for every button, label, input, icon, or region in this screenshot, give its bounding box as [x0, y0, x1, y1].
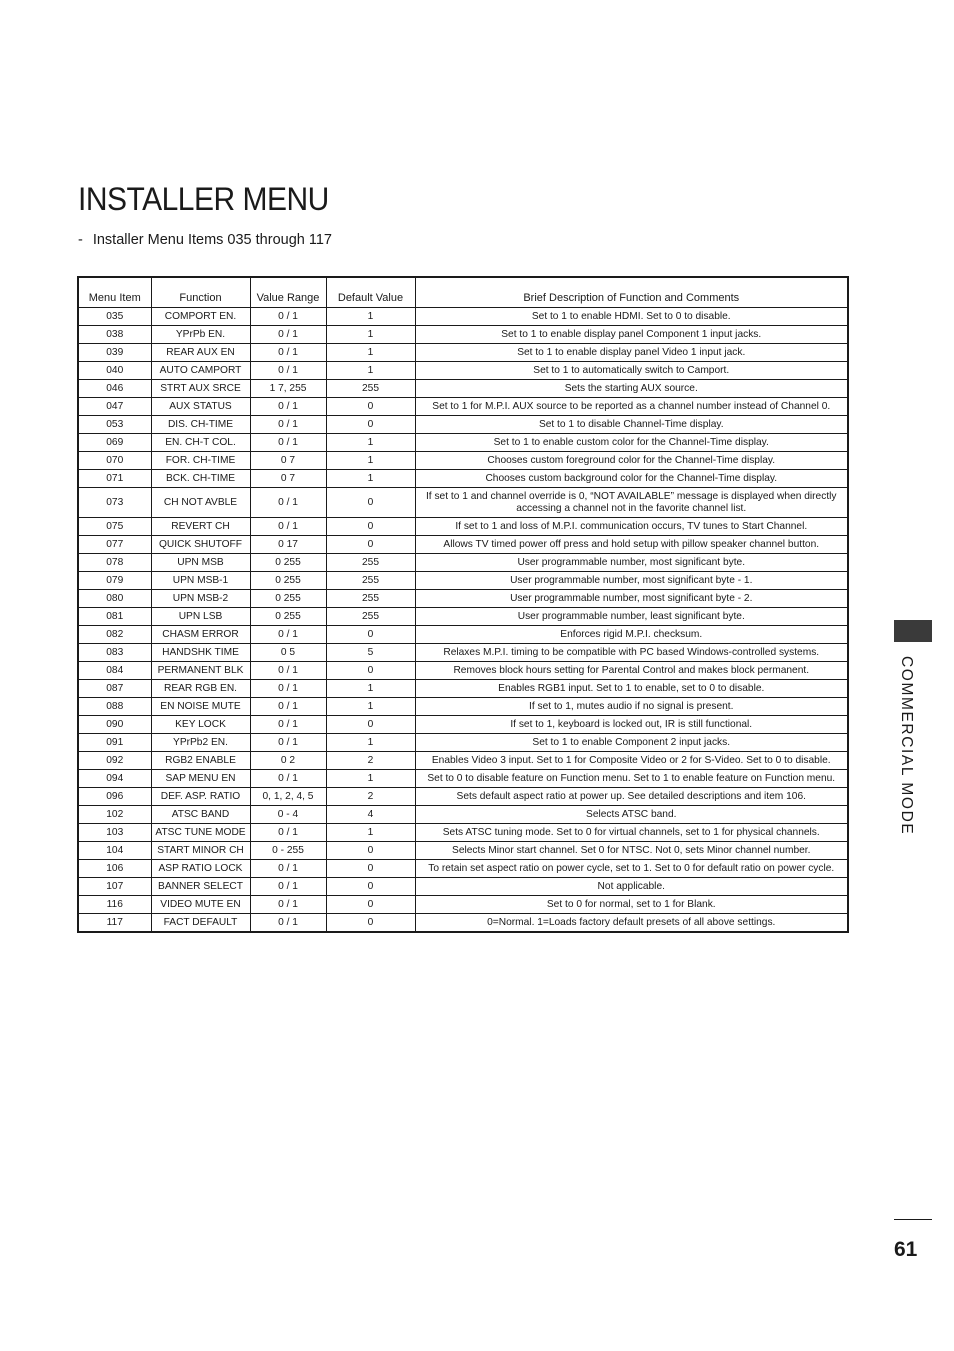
- cell-default-value: 255: [326, 608, 415, 626]
- cell-function: START MINOR CH: [151, 842, 250, 860]
- cell-function: REAR RGB EN.: [151, 680, 250, 698]
- cell-description: Sets ATSC tuning mode. Set to 0 for virtual channels, set to 1 for physical channels.: [415, 824, 848, 842]
- cell-value-range: 0 17: [250, 536, 326, 554]
- cell-default-value: 0: [326, 878, 415, 896]
- cell-menu-item: 092: [78, 752, 151, 770]
- cell-description: To retain set aspect ratio on power cycle, set to 1. Set to 0 for default ratio on power cycle.: [415, 860, 848, 878]
- cell-description: Removes block hours setting for Parental Control and makes block permanent.: [415, 662, 848, 680]
- cell-menu-item: 102: [78, 806, 151, 824]
- cell-description: Enables RGB1 input. Set to 1 to enable, set to 0 to disable.: [415, 680, 848, 698]
- cell-menu-item: 116: [78, 896, 151, 914]
- table-row: [78, 362, 848, 380]
- table-row: [78, 896, 848, 914]
- cell-menu-item: 046: [78, 380, 151, 398]
- cell-value-range: 0 / 1: [250, 626, 326, 644]
- header-function: Function: [151, 277, 250, 308]
- table-row: [78, 380, 848, 398]
- cell-description: Chooses custom background color for the Channel-Time display.: [415, 470, 848, 488]
- cell-function: CH NOT AVBLE: [151, 488, 250, 518]
- cell-value-range: 0 / 1: [250, 680, 326, 698]
- cell-default-value: 1: [326, 680, 415, 698]
- cell-menu-item: 090: [78, 716, 151, 734]
- cell-function: SAP MENU EN: [151, 770, 250, 788]
- cell-menu-item: 094: [78, 770, 151, 788]
- cell-description: Set to 1 to enable Component 2 input jacks.: [415, 734, 848, 752]
- cell-description: User programmable number, most significant byte - 1.: [415, 572, 848, 590]
- cell-description: Set to 1 to enable HDMI. Set to 0 to disable.: [415, 308, 848, 326]
- table-row: [78, 644, 848, 662]
- cell-default-value: 5: [326, 644, 415, 662]
- cell-description: If set to 1 and channel override is 0, “NOT AVAILABLE” message is displayed when directly accessing a channel not in the favorite channel list.: [415, 488, 848, 518]
- cell-default-value: 0: [326, 398, 415, 416]
- table-row: [78, 554, 848, 572]
- cell-description: User programmable number, most significant byte.: [415, 554, 848, 572]
- page-number-rule: [894, 1219, 932, 1220]
- cell-menu-item: 082: [78, 626, 151, 644]
- cell-default-value: 1: [326, 308, 415, 326]
- cell-value-range: 0 7: [250, 470, 326, 488]
- cell-menu-item: 069: [78, 434, 151, 452]
- cell-default-value: 1: [326, 362, 415, 380]
- table-row: [78, 326, 848, 344]
- table-row: [78, 698, 848, 716]
- table-row: [78, 806, 848, 824]
- header-value-range: Value Range: [250, 277, 326, 308]
- cell-value-range: 0 / 1: [250, 416, 326, 434]
- cell-menu-item: 083: [78, 644, 151, 662]
- cell-description: Set to 1 to disable Channel-Time display.: [415, 416, 848, 434]
- table-row: [78, 416, 848, 434]
- cell-default-value: 1: [326, 698, 415, 716]
- cell-menu-item: 040: [78, 362, 151, 380]
- cell-default-value: 1: [326, 770, 415, 788]
- cell-value-range: 0 255: [250, 554, 326, 572]
- cell-description: Sets default aspect ratio at power up. See detailed descriptions and item 106.: [415, 788, 848, 806]
- table-row: [78, 626, 848, 644]
- installer-menu-table: [77, 276, 849, 933]
- cell-menu-item: 080: [78, 590, 151, 608]
- cell-description: If set to 1, mutes audio if no signal is present.: [415, 698, 848, 716]
- table-row: [78, 572, 848, 590]
- table-row: [78, 914, 848, 933]
- cell-function: STRT AUX SRCE: [151, 380, 250, 398]
- cell-function: EN NOISE MUTE: [151, 698, 250, 716]
- table-row: [78, 434, 848, 452]
- cell-value-range: 0 / 1: [250, 434, 326, 452]
- cell-function: FACT DEFAULT: [151, 914, 250, 933]
- cell-menu-item: 103: [78, 824, 151, 842]
- cell-function: UPN MSB-1: [151, 572, 250, 590]
- cell-value-range: 0 5: [250, 644, 326, 662]
- cell-description: Set to 0 to disable feature on Function menu. Set to 1 to enable feature on Function menu.: [415, 770, 848, 788]
- cell-default-value: 2: [326, 788, 415, 806]
- cell-function: COMPORT EN.: [151, 308, 250, 326]
- cell-menu-item: 070: [78, 452, 151, 470]
- cell-function: REAR AUX EN: [151, 344, 250, 362]
- cell-menu-item: 053: [78, 416, 151, 434]
- cell-default-value: 1: [326, 734, 415, 752]
- table-row: [78, 662, 848, 680]
- cell-menu-item: 075: [78, 518, 151, 536]
- cell-default-value: 0: [326, 416, 415, 434]
- table-row: [78, 518, 848, 536]
- table-row: [78, 860, 848, 878]
- cell-value-range: 0 / 1: [250, 770, 326, 788]
- cell-menu-item: 084: [78, 662, 151, 680]
- cell-function: AUTO CAMPORT: [151, 362, 250, 380]
- cell-description: Set to 0 for normal, set to 1 for Blank.: [415, 896, 848, 914]
- table-row: [78, 824, 848, 842]
- cell-function: ASP RATIO LOCK: [151, 860, 250, 878]
- header-default-value: Default Value: [326, 277, 415, 308]
- cell-default-value: 1: [326, 434, 415, 452]
- cell-description: Selects ATSC band.: [415, 806, 848, 824]
- cell-value-range: 0 / 1: [250, 662, 326, 680]
- cell-value-range: 0 / 1: [250, 860, 326, 878]
- table-row: [78, 398, 848, 416]
- cell-default-value: 255: [326, 554, 415, 572]
- cell-function: UPN MSB-2: [151, 590, 250, 608]
- cell-description: Set to 1 to enable custom color for the Channel-Time display.: [415, 434, 848, 452]
- cell-default-value: 0: [326, 626, 415, 644]
- table-row: [78, 488, 848, 518]
- table-row: [78, 788, 848, 806]
- cell-description: If set to 1, keyboard is locked out, IR is still functional.: [415, 716, 848, 734]
- cell-menu-item: 087: [78, 680, 151, 698]
- cell-description: Allows TV timed power off press and hold setup with pillow speaker channel button.: [415, 536, 848, 554]
- cell-function: UPN LSB: [151, 608, 250, 626]
- table-body: [78, 308, 848, 933]
- cell-function: HANDSHK TIME: [151, 644, 250, 662]
- cell-description: Selects Minor start channel. Set 0 for NTSC. Not 0, sets Minor channel number.: [415, 842, 848, 860]
- cell-default-value: 1: [326, 470, 415, 488]
- cell-menu-item: 079: [78, 572, 151, 590]
- table-row: [78, 308, 848, 326]
- cell-function: REVERT CH: [151, 518, 250, 536]
- cell-description: User programmable number, most significant byte - 2.: [415, 590, 848, 608]
- table-row: [78, 770, 848, 788]
- header-menu-item: Menu Item: [78, 277, 151, 308]
- cell-menu-item: 039: [78, 344, 151, 362]
- cell-function: UPN MSB: [151, 554, 250, 572]
- cell-menu-item: 077: [78, 536, 151, 554]
- cell-default-value: 0: [326, 518, 415, 536]
- table-row: [78, 680, 848, 698]
- table-row: [78, 452, 848, 470]
- cell-value-range: 0 / 1: [250, 824, 326, 842]
- cell-description: Enforces rigid M.P.I. checksum.: [415, 626, 848, 644]
- cell-default-value: 1: [326, 326, 415, 344]
- table-row: [78, 608, 848, 626]
- cell-function: BANNER SELECT: [151, 878, 250, 896]
- cell-value-range: 0 - 4: [250, 806, 326, 824]
- cell-value-range: 0 / 1: [250, 308, 326, 326]
- cell-value-range: 0 / 1: [250, 344, 326, 362]
- cell-description: Relaxes M.P.I. timing to be compatible with PC based Windows-controlled systems.: [415, 644, 848, 662]
- cell-value-range: 0 / 1: [250, 326, 326, 344]
- table-row: [78, 842, 848, 860]
- cell-menu-item: 038: [78, 326, 151, 344]
- cell-function: RGB2 ENABLE: [151, 752, 250, 770]
- cell-menu-item: 078: [78, 554, 151, 572]
- table-row: [78, 536, 848, 554]
- cell-default-value: 0: [326, 842, 415, 860]
- cell-function: QUICK SHUTOFF: [151, 536, 250, 554]
- cell-default-value: 0: [326, 536, 415, 554]
- table-row: [78, 878, 848, 896]
- table-row: [78, 590, 848, 608]
- cell-value-range: 0 7: [250, 452, 326, 470]
- cell-menu-item: 047: [78, 398, 151, 416]
- cell-function: DIS. CH-TIME: [151, 416, 250, 434]
- table-row: [78, 470, 848, 488]
- cell-value-range: 0 / 1: [250, 896, 326, 914]
- cell-function: VIDEO MUTE EN: [151, 896, 250, 914]
- cell-menu-item: 091: [78, 734, 151, 752]
- cell-default-value: 255: [326, 572, 415, 590]
- cell-description: Enables Video 3 input. Set to 1 for Composite Video or 2 for S-Video. Set to 0 to disable.: [415, 752, 848, 770]
- cell-menu-item: 088: [78, 698, 151, 716]
- cell-value-range: 0, 1, 2, 4, 5: [250, 788, 326, 806]
- cell-menu-item: 071: [78, 470, 151, 488]
- cell-value-range: 0 / 1: [250, 518, 326, 536]
- cell-function: YPrPb2 EN.: [151, 734, 250, 752]
- cell-value-range: 0 / 1: [250, 878, 326, 896]
- cell-function: ATSC BAND: [151, 806, 250, 824]
- cell-function: AUX STATUS: [151, 398, 250, 416]
- cell-default-value: 255: [326, 380, 415, 398]
- cell-menu-item: 073: [78, 488, 151, 518]
- cell-default-value: 0: [326, 860, 415, 878]
- cell-value-range: 0 / 1: [250, 488, 326, 518]
- cell-function: DEF. ASP. RATIO: [151, 788, 250, 806]
- cell-description: Set to 1 to automatically switch to Camport.: [415, 362, 848, 380]
- cell-value-range: 0 / 1: [250, 362, 326, 380]
- cell-description: Set to 1 for M.P.I. AUX source to be reported as a channel number instead of Channel 0.: [415, 398, 848, 416]
- table-row: [78, 344, 848, 362]
- cell-value-range: 0 255: [250, 590, 326, 608]
- cell-menu-item: 107: [78, 878, 151, 896]
- cell-description: User programmable number, least significant byte.: [415, 608, 848, 626]
- cell-default-value: 0: [326, 488, 415, 518]
- side-section-label: COMMERCIAL MODE: [898, 656, 915, 836]
- subtitle-text: Installer Menu Items 035 through 117: [92, 232, 332, 248]
- cell-function: PERMANENT BLK: [151, 662, 250, 680]
- cell-function: BCK. CH-TIME: [151, 470, 250, 488]
- cell-value-range: 0 255: [250, 608, 326, 626]
- cell-value-range: 0 - 255: [250, 842, 326, 860]
- cell-description: Chooses custom foreground color for the Channel-Time display.: [415, 452, 848, 470]
- cell-value-range: 0 2: [250, 752, 326, 770]
- cell-menu-item: 096: [78, 788, 151, 806]
- cell-value-range: 1 7, 255: [250, 380, 326, 398]
- cell-default-value: 0: [326, 896, 415, 914]
- cell-function: ATSC TUNE MODE: [151, 824, 250, 842]
- page-number: 61: [894, 1238, 918, 1261]
- cell-value-range: 0 / 1: [250, 734, 326, 752]
- cell-value-range: 0 / 1: [250, 698, 326, 716]
- cell-default-value: 1: [326, 344, 415, 362]
- cell-default-value: 1: [326, 452, 415, 470]
- cell-default-value: 2: [326, 752, 415, 770]
- table-row: [78, 716, 848, 734]
- cell-value-range: 0 255: [250, 572, 326, 590]
- section-subtitle: [78, 232, 332, 248]
- cell-value-range: 0 / 1: [250, 398, 326, 416]
- cell-function: YPrPb EN.: [151, 326, 250, 344]
- cell-default-value: 0: [326, 914, 415, 933]
- cell-default-value: 0: [326, 716, 415, 734]
- cell-menu-item: 081: [78, 608, 151, 626]
- cell-function: CHASM ERROR: [151, 626, 250, 644]
- section-tab-marker: [894, 620, 932, 642]
- cell-default-value: 1: [326, 824, 415, 842]
- page-title: INSTALLER MENU: [78, 182, 329, 218]
- cell-menu-item: 104: [78, 842, 151, 860]
- cell-function: KEY LOCK: [151, 716, 250, 734]
- cell-menu-item: 106: [78, 860, 151, 878]
- cell-function: EN. CH-T COL.: [151, 434, 250, 452]
- cell-default-value: 0: [326, 662, 415, 680]
- table-header-row: [78, 277, 848, 308]
- cell-default-value: 4: [326, 806, 415, 824]
- table-row: [78, 752, 848, 770]
- cell-value-range: 0 / 1: [250, 914, 326, 933]
- cell-function: FOR. CH-TIME: [151, 452, 250, 470]
- cell-description: If set to 1 and loss of M.P.I. communication occurs, TV tunes to Start Channel.: [415, 518, 848, 536]
- cell-description: 0=Normal. 1=Loads factory default presets of all above settings.: [415, 914, 848, 933]
- cell-menu-item: 035: [78, 308, 151, 326]
- cell-description: Sets the starting AUX source.: [415, 380, 848, 398]
- cell-menu-item: 117: [78, 914, 151, 933]
- subtitle-dash: -: [78, 232, 83, 248]
- cell-default-value: 255: [326, 590, 415, 608]
- cell-description: Set to 1 to enable display panel Video 1 input jack.: [415, 344, 848, 362]
- cell-value-range: 0 / 1: [250, 716, 326, 734]
- header-description: Brief Description of Function and Comments: [415, 277, 848, 308]
- cell-description: Set to 1 to enable display panel Component 1 input jacks.: [415, 326, 848, 344]
- cell-description: Not applicable.: [415, 878, 848, 896]
- table-row: [78, 734, 848, 752]
